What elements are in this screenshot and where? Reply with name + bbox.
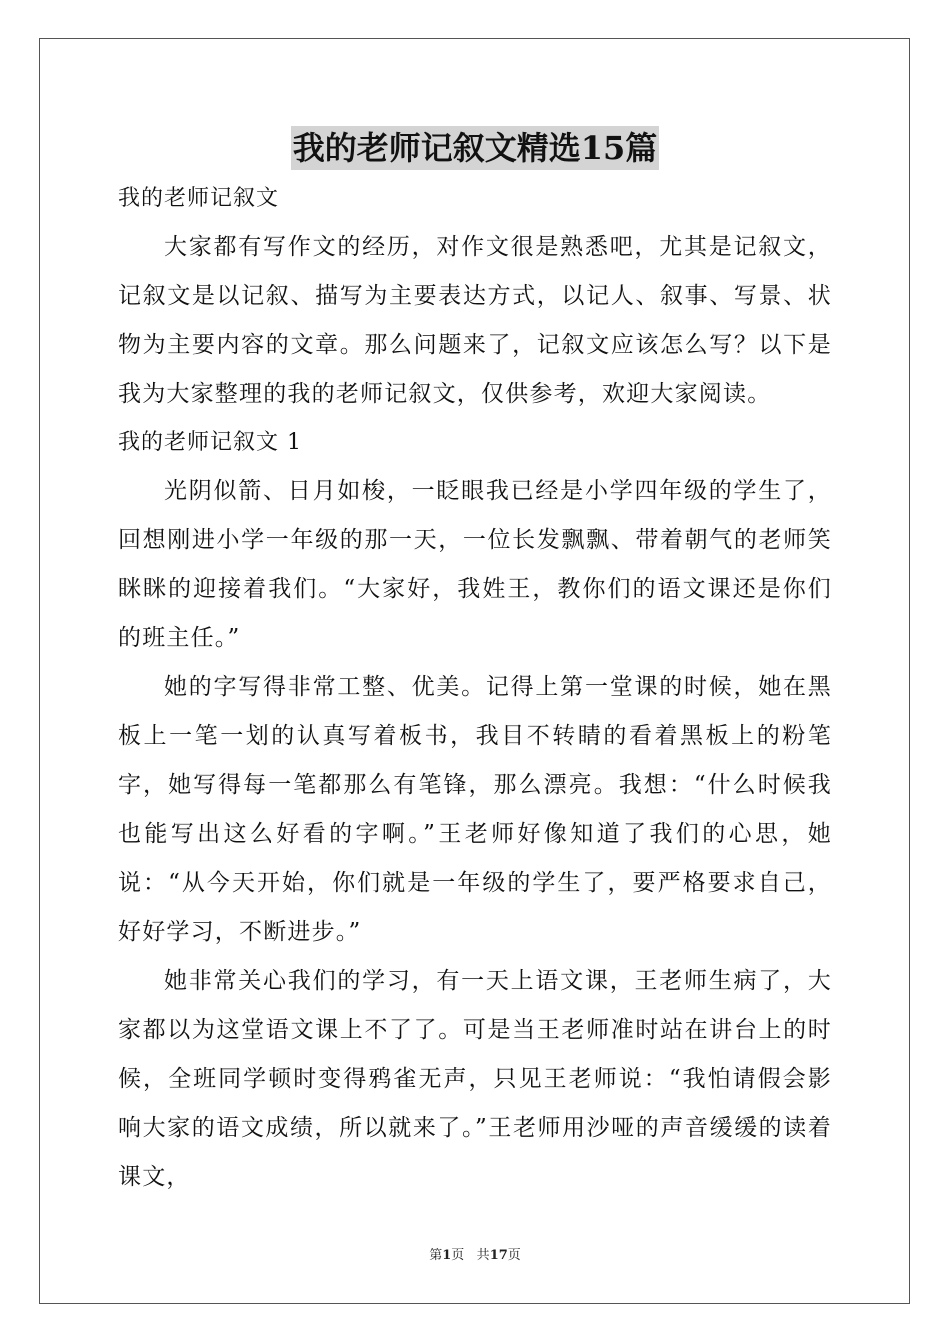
footer-total-prefix: 共 [476,1248,490,1263]
paragraph: 她的字写得非常工整、优美。记得上第一堂课的时候，她在黑板上一笔一划的认真写着板书，我目不转睛的看着黑板上的粉笔字，她写得每一笔都那么有笔锋，那么漂亮。我想：“什么时候我也能写出这么好看的字啊。”王老师好像知道了我们的心思，她说：“从今天开始，你们就是一年级的学生了，要严格要求自己，好好学习，不断进步。” [118,674,832,945]
paragraph: 大家都有写作文的经历，对作文很是熟悉吧，尤其是记叙文，记叙文是以记叙、描写为主要表达方式，以记人、叙事、写景、状物为主要内容的文章。那么问题来了，记叙文应该怎么写？以下是我为大家整理的我的老师记叙文，仅供参考，欢迎大家阅读。 [118,234,832,407]
footer-total-pages: 17 [489,1248,508,1263]
section-heading: 我的老师记叙文 1 [118,430,302,455]
footer-page-suffix: 页 [451,1248,465,1263]
document-body [118,179,832,1202]
page-footer [0,1246,950,1266]
paragraph: 光阴似箭、日月如梭，一眨眼我已经是小学四年级的学生了，回想刚进小学一年级的那一天，一位长发飘飘、带着朝气的老师笑眯眯的迎接着我们。“大家好，我姓王，教你们的语文课还是你们的班主任。” [118,478,832,651]
document-title: 我的老师记叙文精选15篇 [291,126,660,170]
paragraph: 她非常关心我们的学习，有一天上语文课，王老师生病了，大家都以为这堂语文课上不了了。可是当王老师准时站在讲台上的时候，全班同学顿时变得鸦雀无声，只见王老师说：“我怕请假会影响大家的语文成绩，所以就来了。”王老师用沙哑的声音缓缓的读着课文， [118,968,832,1190]
title-container [0,126,950,170]
footer-prefix: 第 [429,1248,443,1263]
footer-total-suffix: 页 [507,1248,521,1263]
footer-page-number: 1 [442,1248,452,1263]
section-heading: 我的老师记叙文 [118,186,280,211]
